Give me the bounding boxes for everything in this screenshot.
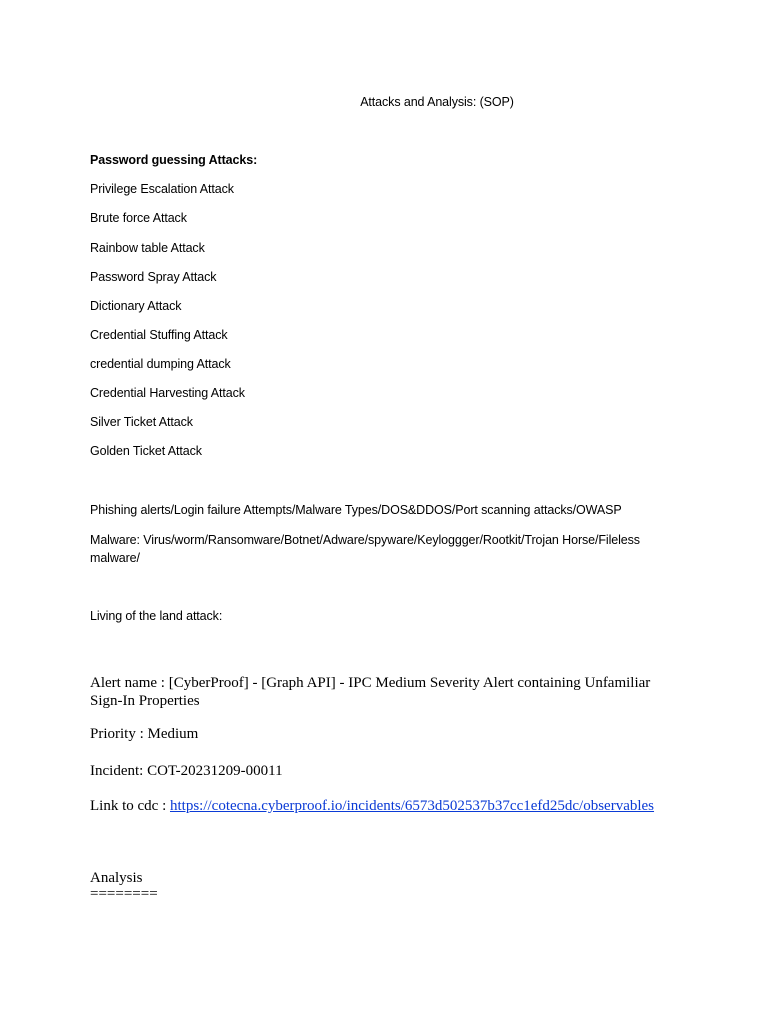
alert-types-text: Phishing alerts/Login failure Attempts/Malware Types/DOS&DDOS/Port scanning attacks/OWASP bbox=[90, 503, 622, 517]
cdc-link[interactable]: https://cotecna.cyberproof.io/incidents/6573d502537b37cc1efd25dc/observables bbox=[169, 798, 655, 814]
analysis-heading: Analysis bbox=[90, 870, 143, 886]
malware-text: Malware: Virus/worm/Ransomware/Botnet/Adware/spyware/Keyloggger/Rootkit/Trojan Horse/Fileless malware/ bbox=[90, 533, 640, 565]
list-item: Password Spray Attack bbox=[90, 270, 217, 284]
list-item: credential dumping Attack bbox=[90, 357, 231, 371]
list-item: Dictionary Attack bbox=[90, 299, 182, 313]
list-item: Credential Harvesting Attack bbox=[90, 386, 245, 400]
list-item: Silver Ticket Attack bbox=[90, 415, 193, 429]
document-title: Attacks and Analysis: (SOP) bbox=[360, 95, 514, 109]
cdc-link-line bbox=[90, 798, 654, 815]
section-heading: Password guessing Attacks: bbox=[90, 153, 258, 167]
lotl-text: Living of the land attack: bbox=[90, 609, 223, 623]
list-item: Rainbow table Attack bbox=[90, 241, 205, 255]
analysis-rule: ======== bbox=[90, 886, 158, 902]
incident-text: Incident: COT-20231209-00011 bbox=[90, 763, 283, 779]
list-item: Golden Ticket Attack bbox=[90, 444, 202, 458]
alert-name-text: Alert name : [CyberProof] - [Graph API] - IPC Medium Severity Alert containing Unfamiliar Sign-In Properties bbox=[90, 675, 651, 709]
list-item: Credential Stuffing Attack bbox=[90, 328, 228, 342]
list-item: Brute force Attack bbox=[90, 211, 187, 225]
list-item: Privilege Escalation Attack bbox=[90, 182, 234, 196]
priority-text: Priority : Medium bbox=[90, 726, 199, 742]
cdc-link-label: Link to cdc : bbox=[90, 798, 170, 814]
